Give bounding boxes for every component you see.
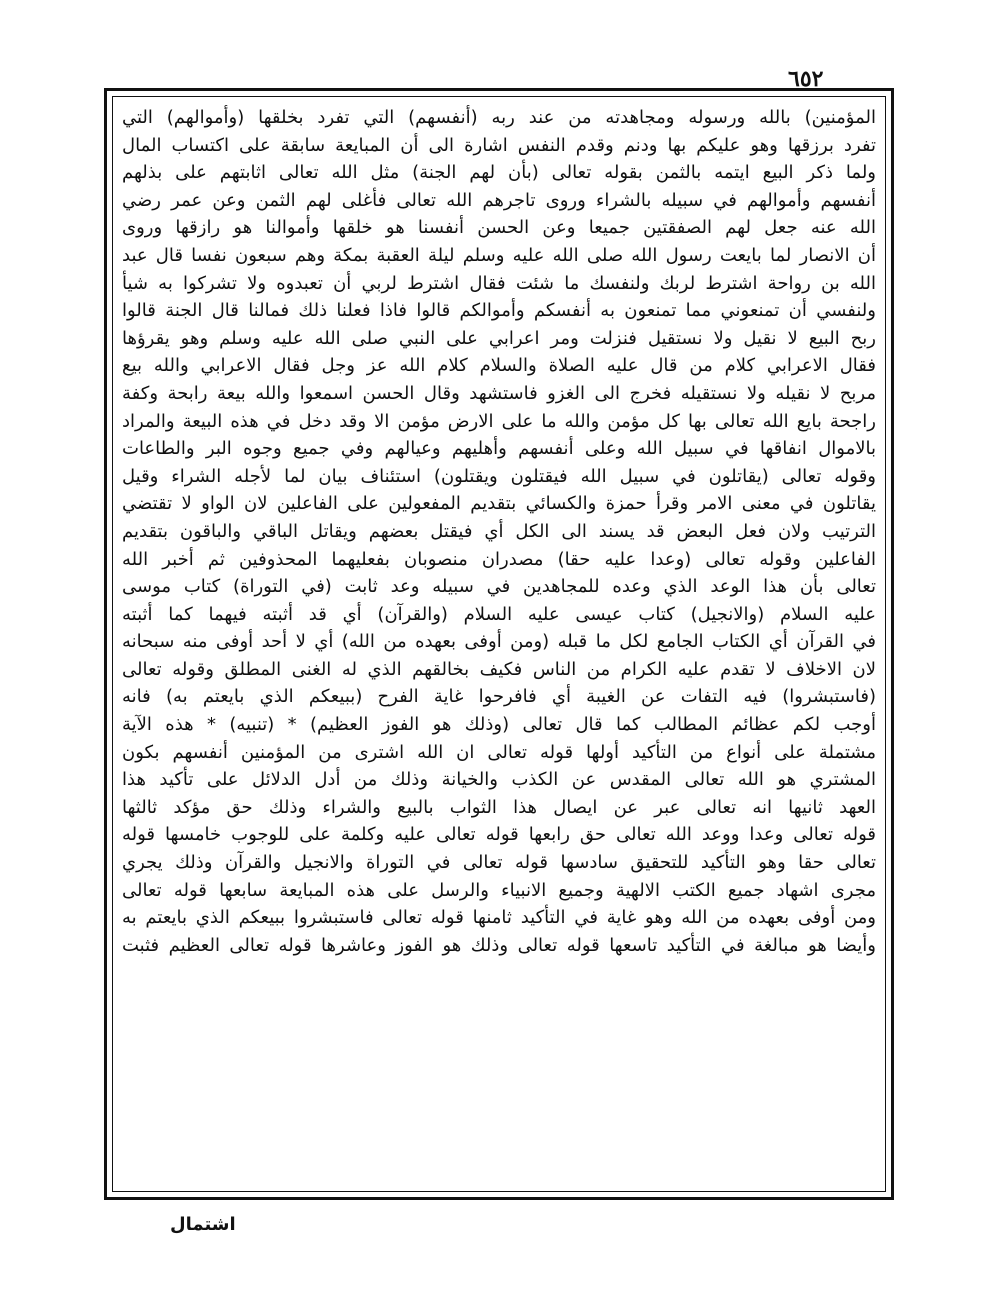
text-line: الترتيب ولان فعل البعض قد يسند الى الكل أي فيقتل بعضهم ويقاتل الباقي والباقون بتقديم <box>122 520 876 542</box>
text-line: أن الانصار لما بايعت رسول الله صلى الله عليه وسلم ليلة العقبة بمكة وهم سبعون نفسا قال عبد <box>122 244 876 266</box>
text-line: المؤمنين) بالله ورسوله ومجاهدته من عند ربه (أنفسهم) التي تفرد بخلقها (وأموالهم) التي <box>122 107 876 128</box>
text-line: تعالى حقا وهو التأكيد للتحقيق سادسها قوله تعالى في التوراة والانجيل والقرآن وذلك يجري <box>122 852 876 874</box>
page-text-block <box>122 104 876 1186</box>
text-line: أنفسهم وأموالهم في سبيله بالشراء وروى تاجرهم الله تعالى فأغلى لهم الثمن وعن عمر رضي <box>122 189 876 211</box>
text-line: يقاتلون في معنى الامر وقرأ حمزة والكسائي بتقديم المفعولين على الفاعلين لان الواو لا تقتضي <box>122 493 876 515</box>
text-line: مجرى اشهاد جميع الكتب الالهية وجميع الانبياء والرسل على هذه المبايعة سابعها قوله تعالى <box>122 879 876 901</box>
page-number: ٦٥٢ <box>788 66 824 92</box>
text-line: وأيضا هو مبالغة في التأكيد تاسعها قوله تعالى وذلك هو الفوز وعاشرها قوله تعالى العظيم فثبت <box>122 934 876 956</box>
text-line: المشتري هو الله تعالى المقدس عن الكذب والخيانة وذلك من أدل الدلائل على تأكيد هذا <box>122 769 876 791</box>
text-line: العهد ثانيها انه تعالى عبر عن ايصال هذا الثواب بالبيع والشراء وذلك حق مؤكد ثالثها <box>122 796 876 818</box>
catchword: اشتمال <box>170 1214 236 1235</box>
text-line: فقال الاعرابي كلام من قال عليه الصلاة والسلام كلام الله عز وجل فقال الاعرابي والله بيع <box>122 355 876 377</box>
text-line: ومن أوفى بعهده من الله وهو غاية في التأكيد ثامنها قوله تعالى فاستبشروا ببيعكم الذي بايعتم به <box>122 907 876 929</box>
text-line: قوله تعالى وعدا ووعد الله تعالى حق رابعها قوله تعالى عليه وكلمة على للوجوب خامسها قوله <box>122 824 876 846</box>
text-line: ولما ذكر البيع ايتمه بالثمن بقوله تعالى (بأن لهم الجنة) مثل الله تعالى اثابتهم على بذلهم <box>122 162 876 184</box>
text-line: بالاموال انفاقها في سبيل الله وعلى أنفسهم وأهليهم وعيالهم وفي جميع وجوه البر والطاعات <box>122 438 876 460</box>
text-line: مربح لا نقيله ولا نستقيله فخرج الى الغزو فاستشهد وقال الحسن اسمعوا والله بيعة رابحة وكفة <box>122 382 876 404</box>
text-line: عليه السلام (والانجيل) كتاب عيسى عليه السلام (والقرآن) أي قد أثبته فيهما كما أثبته <box>122 603 876 625</box>
text-line: لان الاخلاف لا تقدم عليه الكرام من الناس فكيف بخالقهم الذي له الغنى المطلق وقوله تعالى <box>122 658 876 680</box>
text-line: أوجب لكم عظائم المطالب كما قال تعالى (وذلك هو الفوز العظيم) * (تنبيه) * هذه الآية <box>122 714 876 736</box>
text-line: (فاستبشروا) فيه التفات عن الغيبة أي فافرحوا غاية الفرح (ببيعكم الذي بايعتم به) فانه <box>122 686 876 708</box>
text-line: تفرد برزقها وهو عليكم بها ودنم وقدم النفس اشارة الى أن المبايعة سابقة على اكتساب المال <box>122 134 876 156</box>
text-line: تعالى بأن هذا الوعد الذي وعده للمجاهدين في سبيله وعد ثابت (في التوراة) كتاب موسى <box>122 576 876 598</box>
text-line: وقوله تعالى (يقاتلون في سبيل الله فيقتلون ويقتلون) استئناف بيان لما لأجله الشراء وقيل <box>122 465 876 487</box>
text-line: الله عنه جعل لهم الصفقتين جميعا وعن الحسن أنفسنا هو خلقها وأموالنا هو رازقها وروى <box>122 217 876 239</box>
text-line: ربح البيع لا نقيل ولا نستقيل فنزلت ومر اعرابي على النبي صلى الله عليه وسلم وهو يقرؤها <box>122 327 876 349</box>
text-line: مشتملة على أنواع من التأكيد أولها قوله تعالى ان الله اشترى من المؤمنين أنفسهم بكون <box>122 741 876 763</box>
text-line: ولنفسي أن تمنعوني مما تمنعون به أنفسكم وأموالكم قالوا فاذا فعلنا ذلك فمالنا قال الجنة قالوا <box>122 300 876 322</box>
text-line: الفاعلين وقوله تعالى (وعدا عليه حقا) مصدران منصوبان بفعليهما المحذوفين ثم أخبر الله <box>122 548 876 570</box>
text-line: راجحة بايع الله تعالى بها كل مؤمن والله ما على الارض مؤمن الا وقد دخل في هذه البيعة والمراد <box>122 410 876 432</box>
text-line: الله بن رواحة اشترط لربك ولنفسك ما شئت فقال اشترط لربي أن تعبدوه ولا تشركوا به شيأ <box>122 272 876 294</box>
text-line: في القرآن أي الكتاب الجامع لكل ما قبله (ومن أوفى بعهده من الله) أي لا أحد أوفى منه سبحانه <box>122 631 876 653</box>
